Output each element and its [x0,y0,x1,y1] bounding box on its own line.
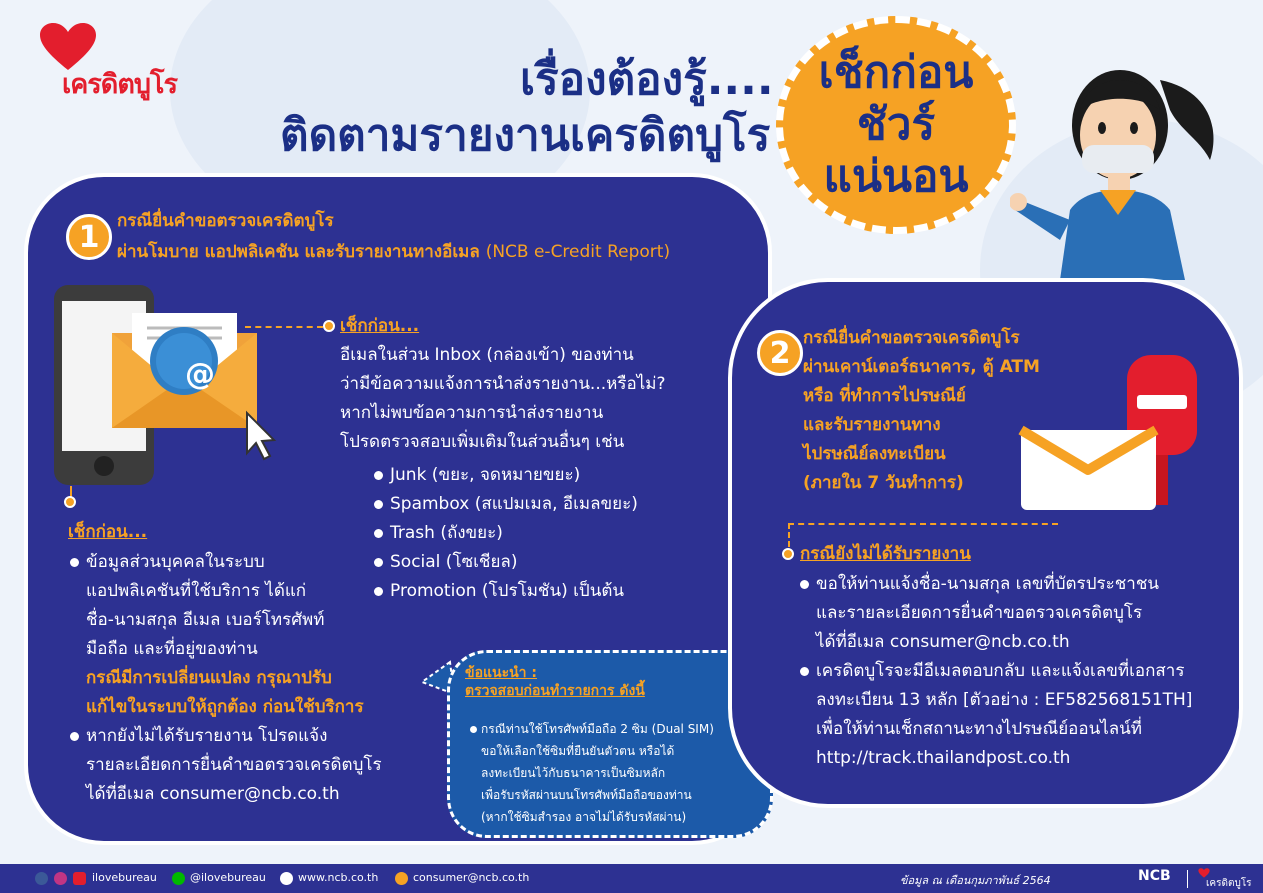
text-line: ขอให้ท่านแจ้งชื่อ-นามสกุล เลขที่บัตรประชาชน [800,570,1192,599]
text-line: ชื่อ-นามสกุล อีเมล เบอร์โทรศัพท์ [86,610,325,630]
section1-folder-list [374,461,638,606]
tip-title: ข้อแนะนำ : [465,665,537,681]
text-line: หากไม่พบข้อความการนำส่งรายงาน [340,403,604,423]
footer-line-id[interactable]: @ilovebureau [190,871,266,884]
text-line: เพื่อให้ท่านเช็กสถานะทางไปรษณีย์ออนไลน์ที่ [816,719,1143,739]
globe-icon [280,872,293,885]
text-line-highlight: แก้ไขในระบบให้ถูกต้อง ก่อนใช้บริการ [86,697,364,717]
line-icon[interactable] [172,872,185,885]
text-line: ไปรษณีย์ลงทะเบียน [803,444,946,464]
check-badge [776,16,1016,234]
facebook-icon[interactable] [35,872,48,885]
text-line: รายละเอียดการยื่นคำขอตรวจเครดิตบูโร [86,755,382,775]
footer-website[interactable]: www.ncb.co.th [298,871,379,884]
text-line: อีเมลในส่วน Inbox (กล่องเข้า) ของท่าน [340,345,634,365]
section1-heading2 [117,238,670,267]
list-item: Trash (ถังขยะ) [374,519,638,548]
section1-check-left-title: เช็กก่อน... [68,522,148,542]
footer-social-handle[interactable]: ilovebureau [92,871,157,884]
at-sign-icon: @ [185,356,215,392]
section1-check-left-text [70,548,382,809]
text-line: มือถือ และที่อยู่ของท่าน [86,639,258,659]
connector-dot [782,548,794,560]
text-line: โปรดตรวจสอบเพิ่มเติมในส่วนอื่นๆ เช่น [340,432,625,452]
footer-brand: เครดิตบูโร [1206,878,1252,889]
tip-subtitle: ตรวจสอบก่อนทำรายการ ดังนี้ [465,683,645,699]
logo-text: เครดิตบูโร [62,69,178,100]
text-line: ข้อมูลส่วนบุคคลในระบบ [70,548,382,577]
mailbox-letter-illustration [1015,355,1225,515]
connector-dot [64,496,76,508]
text-line: และรับรายงานทาง [803,415,941,435]
section2-not-received-text [800,570,1192,773]
badge-line1: เช็กก่อน [818,47,974,98]
page-title-line1: เรื่องต้องรู้.... [520,54,774,105]
section1-check-right-text [340,341,665,457]
text-line: (ภายใน 7 วันทำการ) [803,473,964,493]
footer-divider [1187,870,1188,888]
badge-line3: แน่นอน [823,151,969,202]
tip-text [470,718,714,828]
text-line: ลงทะเบียนไว้กับธนาคารเป็นซิมหลัก [481,766,666,780]
text-line: เครดิตบูโรจะมีอีเมลตอบกลับ และแจ้งเลขที่เอกสาร [800,657,1192,686]
text-line: หรือ ที่ทำการไปรษณีย์ [803,386,966,406]
list-item: Spambox (สแปมเมล, อีเมลขยะ) [374,490,638,519]
footer-email[interactable]: consumer@ncb.co.th [413,871,530,884]
connector-dot [323,320,335,332]
list-item: Social (โซเชียล) [374,548,638,577]
text-line: แอปพลิเคชันที่ใช้บริการ ได้แก่ [86,581,307,601]
text-line-highlight: กรณีมีการเปลี่ยนแปลง กรุณาปรับ [86,668,332,688]
email-icon [395,872,408,885]
section2-number: 2 [757,330,803,376]
section1-check-right-title: เช็กก่อน... [340,316,420,336]
connector-line [245,326,323,328]
footer-date: ข้อมูล ณ เดือนกุมภาพันธ์ 2564 [900,874,1051,887]
section1-heading2-main: ผ่านโมบาย แอปพลิเคชัน และรับรายงานทางอีเมล [117,242,480,262]
section2-heading [803,324,1040,498]
footer-bar [0,864,1263,893]
youtube-icon[interactable] [73,872,86,885]
tracking-link[interactable]: http://track.thailandpost.co.th [816,748,1071,768]
text-line: ได้ที่อีเมล consumer@ncb.co.th [86,784,340,804]
ncb-logo: NCB [1138,868,1171,884]
text-line: ขอให้เลือกใช้ซิมที่ยืนยันตัวตน หรือได้ [481,744,675,758]
connector-line [788,523,1058,525]
list-item: Junk (ขยะ, จดหมายขยะ) [374,461,638,490]
phone-email-illustration [52,283,282,493]
section1-number: 1 [66,214,112,260]
instagram-icon[interactable] [54,872,67,885]
text-line: (หากใช้ซิมสำรอง อาจไม่ได้รับรหัสผ่าน) [481,810,687,824]
text-line: ผ่านเคาน์เตอร์ธนาคาร, ตู้ ATM [803,357,1040,377]
text-line: ลงทะเบียน 13 หลัก [ตัวอย่าง : EF582568151TH] [816,690,1193,710]
staff-woman-illustration [1010,40,1230,280]
text-line: กรณียื่นคำขอตรวจเครดิตบูโร [803,328,1020,348]
page-title-line2: ติดตามรายงานเครดิตบูโร [280,110,771,161]
text-line: กรณีท่านใช้โทรศัพท์มือถือ 2 ซิม (Dual SIM) [470,718,714,740]
section1-heading2-suffix: (NCB e-Credit Report) [485,242,671,262]
text-line: หากยังไม่ได้รับรายงาน โปรดแจ้ง [70,722,382,751]
text-line: เพื่อรับรหัสผ่านบนโทรศัพท์มือถือของท่าน [481,788,692,802]
text-line: ว่ามีข้อความแจ้งการนำส่งรายงาน...หรือไม่? [340,374,666,394]
text-line: และรายละเอียดการยื่นคำขอตรวจเครดิตบูโร [816,603,1143,623]
badge-line2: ชัวร์ [856,99,936,150]
text-line: ได้ที่อีเมล consumer@ncb.co.th [816,632,1070,652]
section1-heading1: กรณียื่นคำขอตรวจเครดิตบูโร [117,211,334,231]
connector-line [788,523,790,547]
list-item: Promotion (โปรโมชัน) เป็นต้น [374,577,638,606]
section2-not-received-title: กรณียังไม่ได้รับรายงาน [800,544,971,564]
